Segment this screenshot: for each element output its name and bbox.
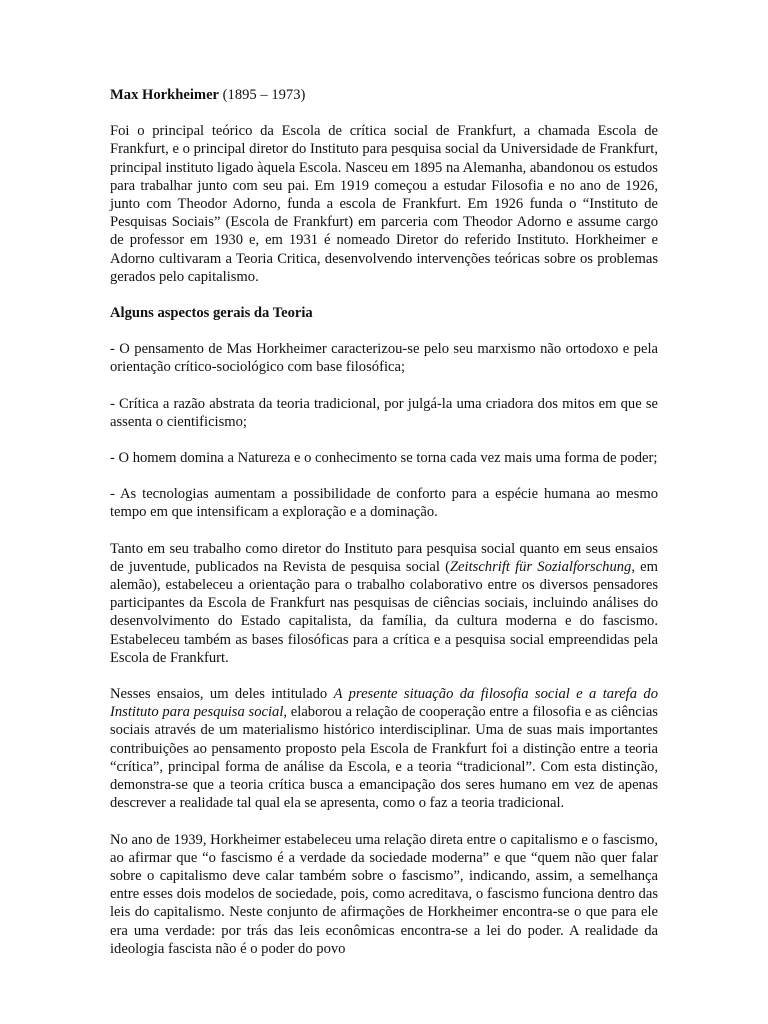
author-name: Max Horkheimer [110,87,220,103]
document-body [110,86,658,976]
journal-title: Zeitschrift für Sozialforschung [449,558,632,575]
section-heading: Alguns aspectos gerais da Teoria [110,305,313,322]
bullet-item: - As tecnologias aumentam a possibilidade de conforto para a espécie humana ao mesmo tempo em que intensificam a exploração e a dominação. [110,486,658,521]
essay-title: A presente situação da filosofia social e a tarefa do Instituto para pesquisa social [110,686,658,721]
page-title [110,86,658,104]
fascism-paragraph: No ano de 1939, Horkheimer estabeleceu uma relação direta entre o capitalismo e o fascismo, ao afirmar que “o fascismo é a verdade da sociedade moderna” e que “quem não quer falar sobre o capitalismo deve calar também sobre o fascismo”, indicando, assim, a semelhança entre esses dois modelos de sociedade, pois, como acreditava, o fascismo funciona dentro das leis do capitalismo. Neste conjunto de afirmações de Horkheimer encontra-se o que para ele era uma verdade: por trás das leis econômicas encontra-se a lei do poder. A realidade da ideologia fascista não é o poder do povo [110,831,658,957]
bullet-item: - Crítica a razão abstrata da teoria tradicional, por julgá-la uma criadora dos mitos em que se assenta o cientificismo; [110,395,658,430]
essays-paragraph: Nesses ensaios, um deles intitulado A presente situação da filosofia social e a tarefa do Instituto para pesquisa social, elaborou a relação de cooperação entre a filosofia e as ciências sociais através de um materialismo histórico interdisciplinar. Uma de suas mais importantes contribuições ao pensamento proposto pela Escola de Frankfurt foi a distinção entre a teoria “crítica”, principal forma de análise da Escola, e a teoria “tradicional”. Com esta distinção, demonstra-se que a teoria crítica busca a emancipação dos seres humano em vez de apenas descrever a realidade tal qual ela se apresenta, como o faz a teoria tradicional. [110,686,658,812]
bullet-item: - O pensamento de Mas Horkheimer caracterizou-se pelo seu marxismo não ortodoxo e pela orientação crítico-sociológico com base filosófica; [110,341,658,376]
bio-paragraph: Foi o principal teórico da Escola de crítica social de Frankfurt, a chamada Escola de Frankfurt, e o principal diretor do Instituto para pesquisa social da Universidade de Frankfurt, principal instituto ligado àquela Escola. Nasceu em 1895 na Alemanha, abandonou os estudos para trabalhar junto com seu pai. Em 1919 começou a estudar Filosofia e no ano de 1926, junto com Theodor Adorno, funda a escola de Frankfurt. Em 1926 funda o “Instituto de Pesquisas Sociais” (Escola de Frankfurt) em parceria com Theodor Adorno e assume cargo de professor em 1930 e, em 1931 é nomeado Diretor do referido Instituto. Horkheimer e Adorno cultivaram a Teoria Critica, desenvolvendo intervenções teóricas sobre os problemas gerados pelo capitalismo. [110,123,658,285]
bullet-item: - O homem domina a Natureza e o conhecimento se torna cada vez mais uma forma de poder; [110,450,658,467]
author-dates: (1895 – 1973) [219,87,306,103]
institute-paragraph: Tanto em seu trabalho como diretor do Instituto para pesquisa social quanto em seus ensaios de juventude, publicados na Revista de pesquisa social (Zeitschrift für Sozialforschung, em alemão), estabeleceu a orientação para o trabalho colaborativo entre os diversos pensadores participantes da Escola de Frankfurt nas pesquisas de ciências sociais, incluindo análises do desenvolvimento do Estado capitalista, da família, da cultura moderna e do fascismo. Estabeleceu também as bases filosóficas para a crítica e a pesquisa social empreendidas pela Escola de Frankfurt. [110,540,658,666]
